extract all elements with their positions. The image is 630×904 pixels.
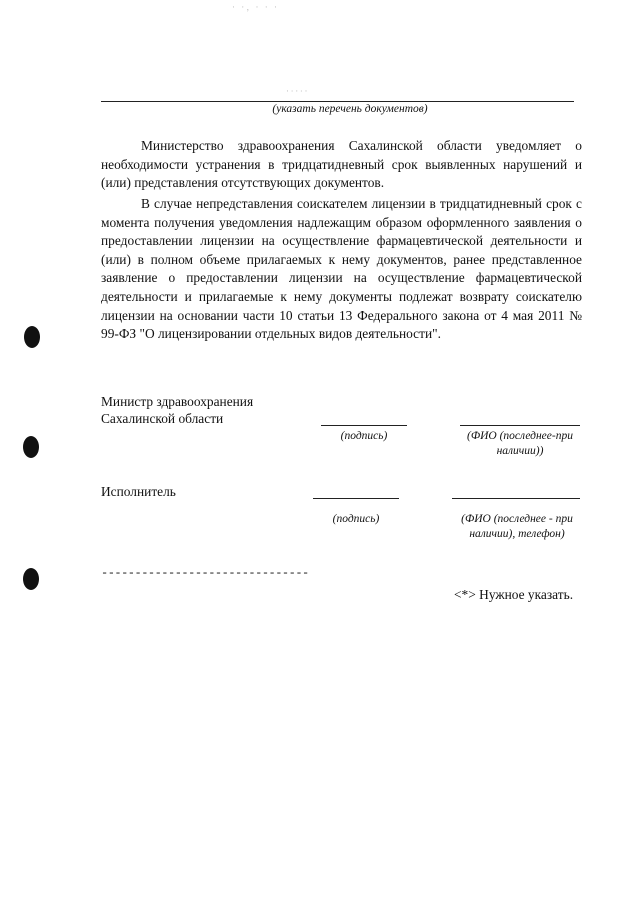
scan-smudge-top: · ·‚ · · · [232,2,279,12]
executor-signature-line [313,498,399,499]
notice-paragraph-1 [101,137,582,193]
executor-label: Исполнитель [101,484,176,499]
minister-fio-caption-line1: (ФИО (последнее-при [467,430,573,442]
punch-hole-top [24,326,40,348]
footnote-separator: ------------------------------- [101,566,309,580]
executor-fio-line [452,498,580,499]
punch-hole-bottom [23,568,39,590]
documents-caption: (указать перечень документов) [272,103,428,115]
scan-smudge-stamp: ·∙·∙· [286,86,310,96]
executor-fio-caption-line2: наличии), телефон) [469,528,565,540]
minister-signature-line [321,425,407,426]
minister-fio-line [460,425,580,426]
notice-paragraph-2 [101,195,582,344]
footnote-text: <*> Нужное указать. [454,587,574,602]
minister-title-line2: Сахалинской области [101,411,224,426]
punch-hole-middle [23,436,39,458]
executor-signature-caption: (подпись) [332,513,380,525]
minister-title-line1: Министр здравоохранения [101,394,254,409]
documents-list-line [101,101,574,102]
executor-fio-caption-line1: (ФИО (последнее - при [461,513,573,525]
notice-paragraph-2-text: В случае непредставления соискателем лицензии в тридцатидневный срок с момента получения уведомления надлежащим образом оформленного заявления о предоставлении лицензии на осуществление фармацевтической деятельности и (или) в полном объеме прилагаемых к нему документов, ранее представленное заявление о предоставлении лицензии на осуществление фармацевтической деятельности и прилагаемые к нему документы подлежат возврату соискателю лицензии на основании части 10 статьи 13 Федерального закона от 4 мая 2011 № 99-ФЗ "О лицензировании отдельных видов деятельности". [101,196,582,342]
minister-signature-caption: (подпись) [340,430,388,442]
minister-fio-caption-line2: наличии)) [496,445,544,457]
notice-paragraph-1-text: Министерство здравоохранения Сахалинской области уведомляет о необходимости устранения в тридцатидневный срок выявленных нарушений и (или) представления отсутствующих документов. [101,138,582,191]
